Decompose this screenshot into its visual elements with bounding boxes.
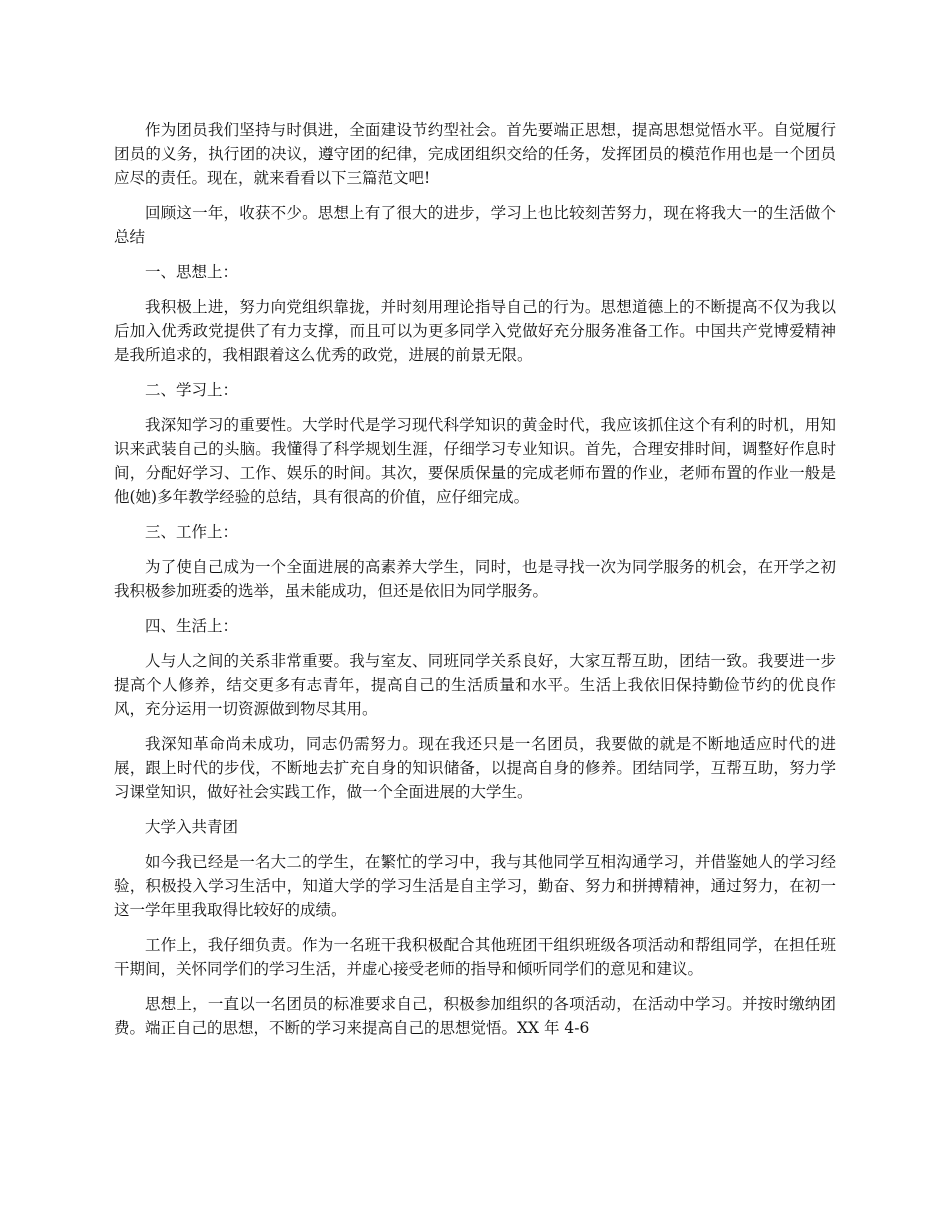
thought-paragraph: 我积极上进，努力向党组织靠拢，并时刻用理论指导自己的行为。思想道德上的不断提高不仅为我以后加入优秀政党提供了有力支撑，而且可以为更多同学入党做好充分服务准备工作。中国共产党博爱精神是我所追求的，我相跟着这么优秀的政党，进展的前景无限。 — [114, 298, 836, 364]
essay2-paragraph-3: 思想上，一直以一名团员的标准要求自己，积极参加组织的各项活动，在活动中学习。并按时缴纳团费。端正自己的思想，不断的学习来提高自己的思想觉悟。XX 年 4-6 — [114, 995, 836, 1037]
essay2-paragraph-1: 如今我已经是一名大二的学生，在繁忙的学习中，我与其他同学互相沟通学习，并借鉴她人的学习经验，积极投入学习生活中，知道大学的学习生活是自主学习，勤奋、努力和拼搏精神，通过努力，在初一这一学年里我取得比较好的成绩。 — [114, 853, 836, 919]
work-paragraph: 为了使自己成为一个全面进展的高素养大学生，同时，也是寻找一次为同学服务的机会，在开学之初我积极参加班委的选举，虽未能成功，但还是依旧为同学服务。 — [114, 558, 836, 600]
section-heading-thought: 一、思想上： — [145, 263, 239, 281]
life-paragraph: 人与人之间的关系非常重要。我与室友、同班同学关系良好，大家互帮互助，团结一致。我要进一步提高个人修养，结交更多有志青年，提高自己的生活质量和水平。生活上我依旧保持勤俭节约的优良作风，充分运用一切资源做到物尽其用。 — [114, 652, 836, 718]
section-heading-study: 二、学习上： — [145, 381, 239, 399]
section-heading-life: 四、生活上： — [145, 617, 239, 635]
intro-paragraph: 作为团员我们坚持与时俱进，全面建设节约型社会。首先要端正思想，提高思想觉悟水平。自觉履行团员的义务，执行团的决议，遵守团的纪律，完成团组织交给的任务，发挥团员的模范作用也是一个团员应尽的责任。现在，就来看看以下三篇范文吧! — [114, 121, 836, 187]
essay2-paragraph-2: 工作上，我仔细负责。作为一名班干我积极配合其他班团干组织班级各项活动和帮组同学，在担任班干期间，关怀同学们的学习生活，并虚心接受老师的指导和倾听同学们的意见和建议。 — [114, 936, 836, 978]
study-paragraph: 我深知学习的重要性。大学时代是学习现代科学知识的黄金时代，我应该抓住这个有利的时机，用知识来武装自己的头脑。我懂得了科学规划生涯，仔细学习专业知识。首先，合理安排时间，调整好作息时间，分配好学习、工作、娱乐的时间。其次，要保质保量的完成老师布置的作业，老师布置的作业一般是他(她)多年教学经验的总结，具有很高的价值，应仔细完成。 — [114, 416, 836, 506]
document-page — [114, 118, 836, 1051]
conclusion-paragraph: 我深知革命尚未成功，同志仍需努力。现在我还只是一名团员，我要做的就是不断地适应时代的进展，跟上时代的步伐，不断地去扩充自身的知识储备，以提高自身的修养。团结同学，互帮互助，努力学习课堂知识，做好社会实践工作，做一个全面进展的大学生。 — [114, 735, 836, 801]
review-paragraph: 回顾这一年，收获不少。思想上有了很大的进步，学习上也比较刻苦努力，现在将我大一的生活做个总结 — [114, 204, 836, 246]
essay-title: 大学入共青团 — [145, 818, 239, 836]
section-heading-work: 三、工作上： — [145, 523, 239, 541]
